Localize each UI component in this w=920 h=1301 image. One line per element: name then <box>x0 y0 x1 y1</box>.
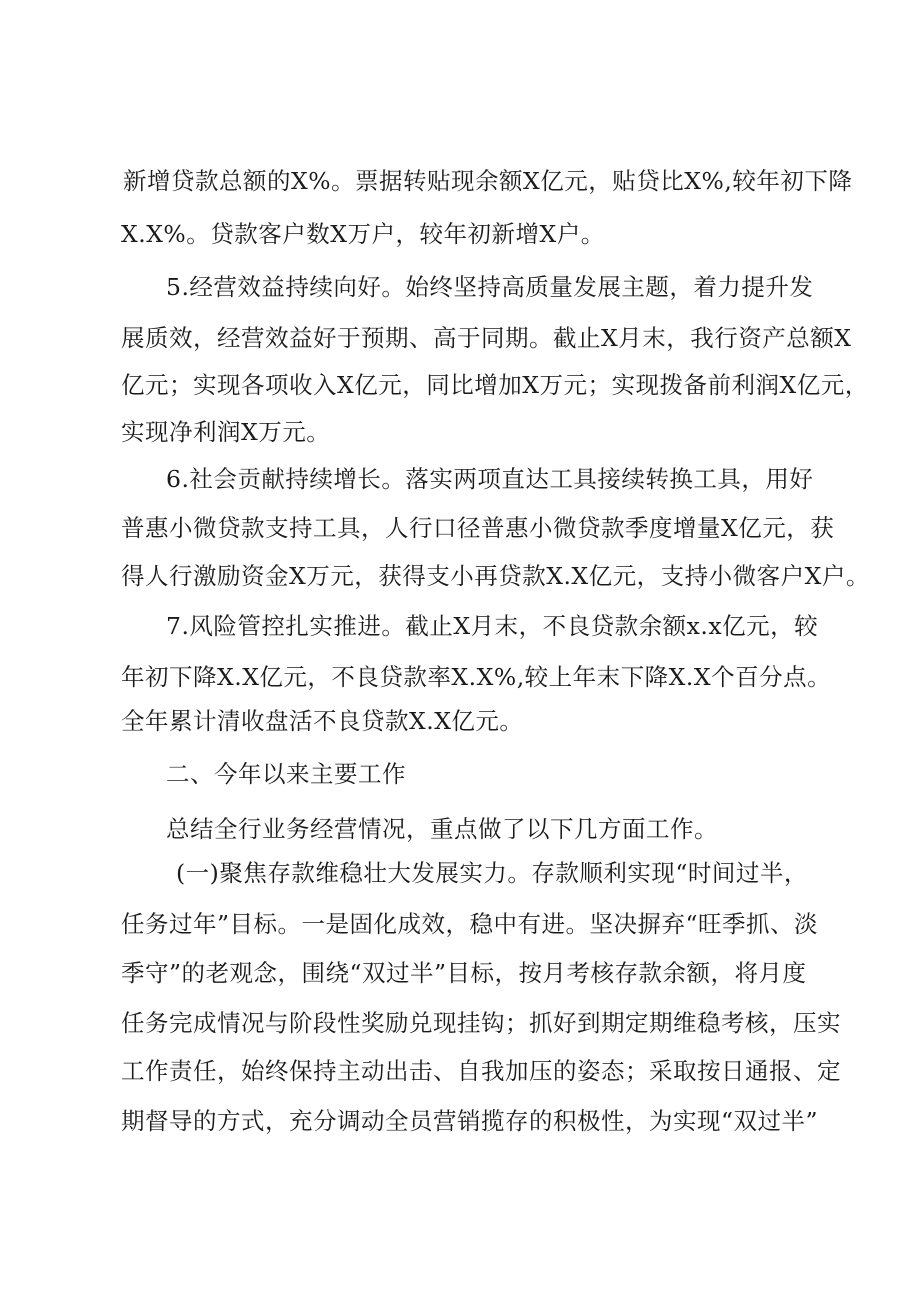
paragraph-6-heading: 6.社会贡献持续增长。落实两项直达工具接续转换工具，用好 <box>166 465 814 493</box>
text-line: 任务完成情况与阶段性奖励兑现挂钩；抓好到期定期维稳考核，压实 <box>121 1009 841 1037</box>
text-line: 实现净利润X万元。 <box>121 418 331 446</box>
text-line: 年初下降X.X亿元，不良贷款率X.X%,较上年末下降X.X个百分点。 <box>121 663 832 691</box>
text-line: 季守”的老观念，围绕“双过半”目标，按月考核存款余额，将月度 <box>121 959 807 987</box>
text-line: 普惠小微贷款支持工具，人行口径普惠小微贷款季度增量X亿元，获 <box>121 514 835 542</box>
text-line: 任务过年”目标。一是固化成效，稳中有进。坚决摒弃“旺季抓、淡 <box>121 910 819 938</box>
text-line: 新增贷款总额的X%。票据转贴现余额X亿元，贴贷比X%,较年初下降 <box>123 167 853 195</box>
subsection-heading: (一)聚焦存款维稳壮大发展实力。存款顺利实现“时间过半， <box>176 859 808 887</box>
text-line: 展质效，经营效益好于预期、高于同期。截止X月末，我行资产总额X <box>121 324 852 352</box>
text-line: X.X%。贷款客户数X万户，较年初新增X户。 <box>121 220 605 248</box>
paragraph-5-heading: 5.经营效益持续向好。始终坚持高质量发展主题，着力提升发 <box>166 273 814 301</box>
text-line: 全年累计清收盘活不良贷款X.X亿元。 <box>121 707 524 735</box>
text-line: 得人行激励资金X万元，获得支小再贷款X.X亿元，支持小微客户X户。 <box>121 562 870 590</box>
text-line: 亿元；实现各项收入X亿元，同比增加X万元；实现拨备前利润X亿元， <box>121 371 869 399</box>
paragraph-7-heading: 7.风险管控扎实推进。截止X月末，不良贷款余额x.x亿元，较 <box>166 612 819 640</box>
section-heading: 二、今年以来主要工作 <box>166 760 406 788</box>
text-line: 期督导的方式，充分调动全员营销揽存的积极性，为实现“双过半” <box>121 1107 819 1135</box>
text-line: 工作责任，始终保持主动出击、自我加压的姿态；采取按日通报、定 <box>121 1057 841 1085</box>
text-line: 总结全行业务经营情况，重点做了以下几方面工作。 <box>166 815 718 843</box>
